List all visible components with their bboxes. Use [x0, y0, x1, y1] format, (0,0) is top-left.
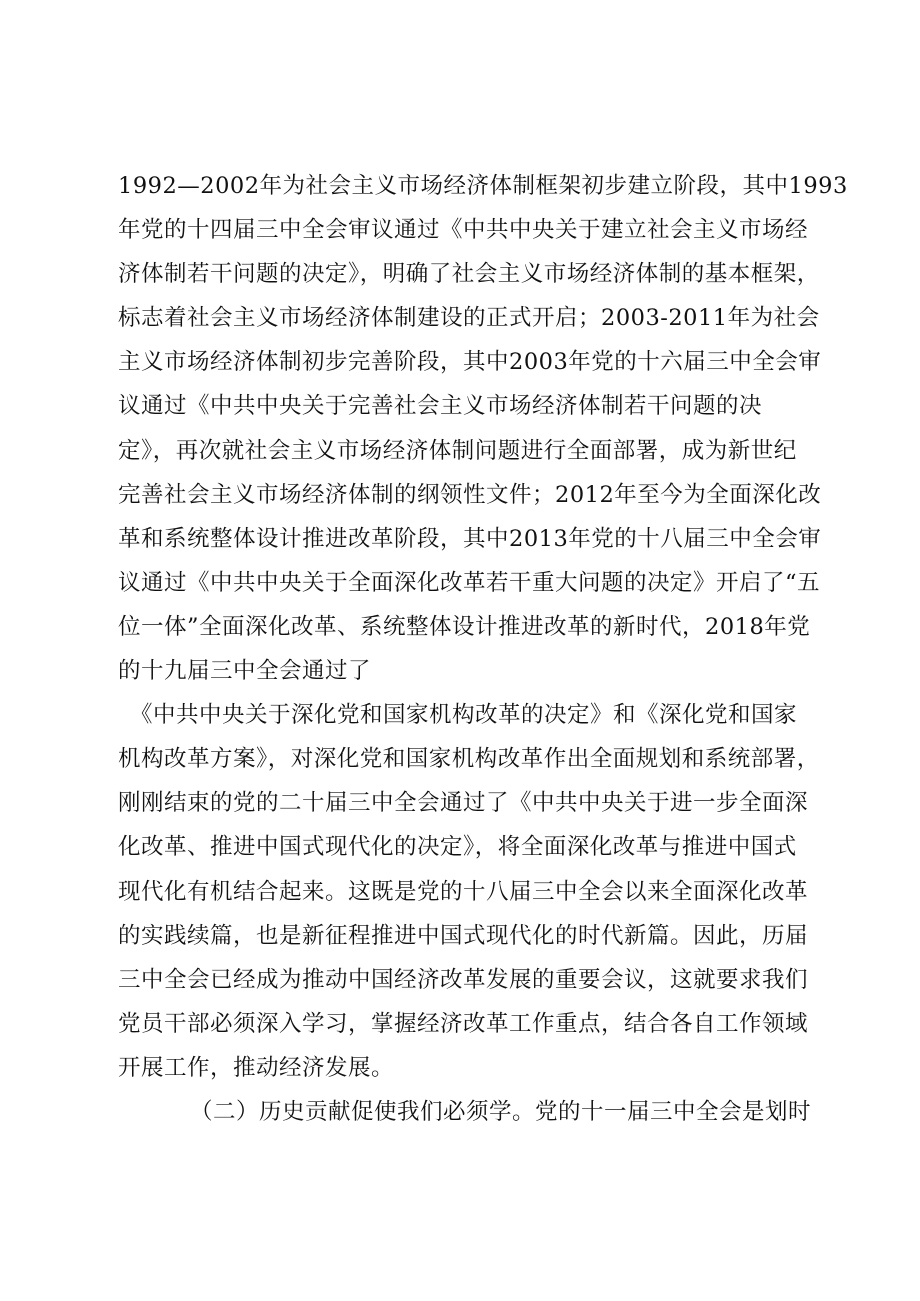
text-line-19: 三中全会已经成为推动中国经济改革发展的重要会议，这就要求我们	[118, 966, 809, 993]
text-line-13: 《中共中央关于深化党和国家机构改革的决定》和《深化党和国家	[130, 702, 798, 729]
text-line-18: 的实践续篇，也是新征程推进中国式现代化的时代新篇。因此，历届	[118, 922, 809, 949]
text-line-6: 议通过《中共中央关于完善社会主义市场经济体制若干问题的决	[118, 393, 763, 420]
text-line-12: 的十九届三中全会通过了	[118, 658, 372, 685]
section-heading-line: （二）历史贡献促使我们必须学。党的十一届三中全会是划时	[190, 1098, 812, 1125]
text-line-3: 济体制若干问题的决定》，明确了社会主义市场经济体制的基本框架，	[118, 261, 820, 288]
body-text	[118, 164, 848, 1134]
text-line-11: 位一体”全面深化改革、系统整体设计推进改革的新时代，2018年党	[118, 613, 811, 640]
text-line-7: 定》，再次就社会主义市场经济体制问题进行全面部署，成为新世纪	[118, 437, 797, 464]
text-line-20: 党员干部必须深入学习，掌握经济改革工作重点，结合各自工作领域	[118, 1010, 809, 1037]
text-line-9: 革和系统整体设计推进改革阶段，其中2013年党的十八届三中全会审	[118, 525, 822, 552]
text-line-16: 化改革、推进中国式现代化的决定》，将全面深化改革与推进中国式	[118, 834, 797, 861]
text-line-15: 刚刚结束的党的二十届三中全会通过了《中共中央关于进一步全面深	[118, 790, 809, 817]
text-line-2: 年党的十四届三中全会审议通过《中共中央关于建立社会主义市场经	[118, 217, 809, 244]
text-line-8: 完善社会主义市场经济体制的纲领性文件；2012年至今为全面深化改	[118, 481, 822, 508]
text-line-14: 机构改革方案》，对深化党和国家机构改革作出全面规划和系统部署，	[118, 746, 820, 773]
text-line-17: 现代化有机结合起来。这既是党的十八届三中全会以来全面深化改革	[118, 878, 809, 905]
text-line-5: 主义市场经济体制初步完善阶段，其中2003年党的十六届三中全会审	[118, 349, 822, 376]
text-line-21: 开展工作，推动经济发展。	[118, 1054, 395, 1081]
text-line-10: 议通过《中共中央关于全面深化改革若干重大问题的决定》开启了“五	[118, 569, 821, 596]
text-line-4: 标志着社会主义市场经济体制建设的正式开启；2003-2011年为社会	[118, 305, 820, 332]
text-line-1: 1992—2002年为社会主义市场经济体制框架初步建立阶段，其中1993	[118, 173, 848, 199]
